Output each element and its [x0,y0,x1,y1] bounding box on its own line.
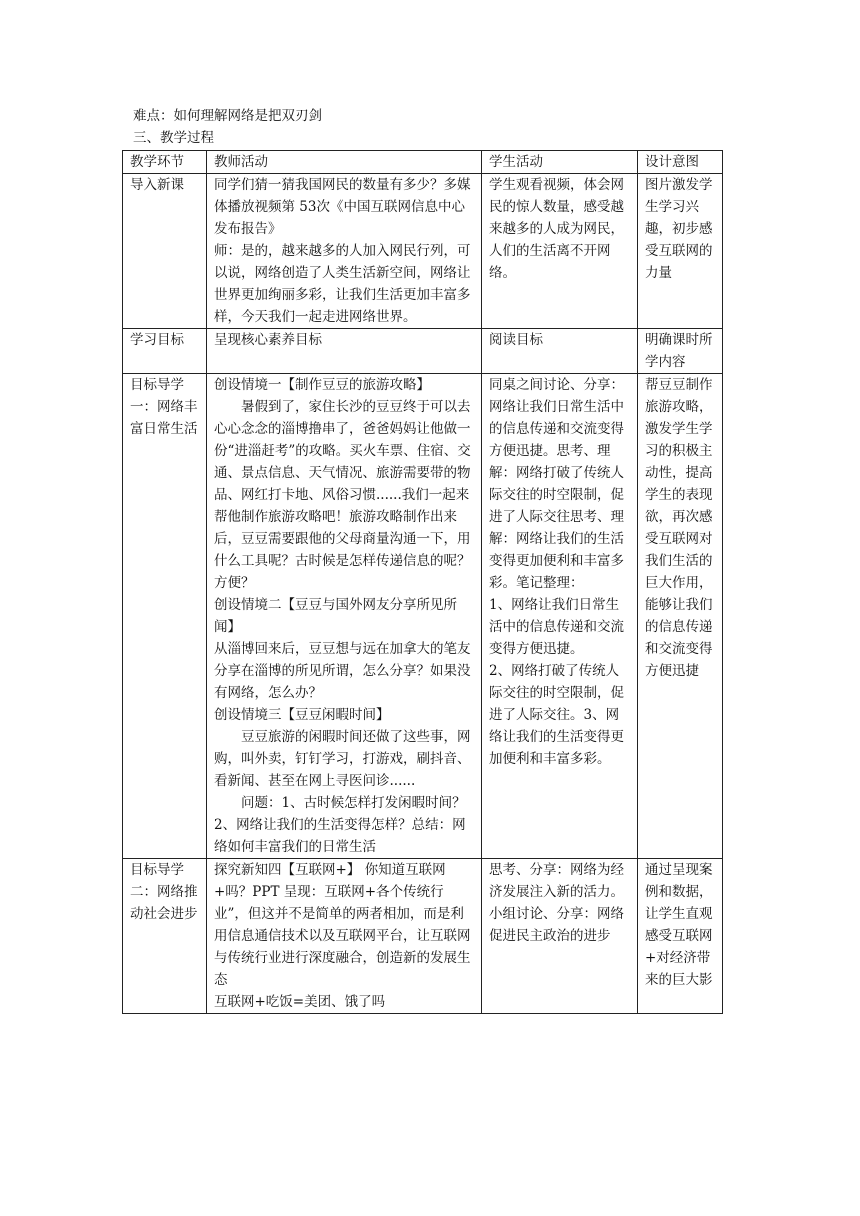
teacher-paragraph: 师：是的，越来越多的人加入网民行列，可以说，网络创造了人类生活新空间，网络让世界更加绚丽多彩，让我们生活更加丰富多样，今天我们一起走进网络世界。 [214,243,471,325]
student-paragraph: 1、网络让我们日常生活中的信息传递和交流变得方便迅捷。 [489,597,624,657]
teacher-cell [207,174,482,329]
header-cell-intent: 设计意图 [638,151,723,174]
student-cell: 阅读目标 [482,329,638,374]
intent-cell: 帮豆豆制作旅游攻略，激发学生学习的积极主动性，提高学生的表现欲，再次感受互联网对我们生活的巨大作用，能够让我们的信息传递和交流变得方便迅捷 [638,374,723,859]
scenario-title: 创设情境二【豆豆与国外网友分享所见所闻】 [214,597,457,635]
teaching-process-table [122,150,723,1014]
difficulty-line: 难点：如何理解网络是把双刃剑 [133,108,322,124]
student-cell: 思考、分享：网络为经济发展注入新的活力。小组讨论、分享：网络促进民主政治的进步 [482,859,638,1014]
teacher-cell [207,374,482,859]
table-header-row [123,151,723,174]
stage-cell: 学习目标 [123,329,207,374]
table-row [123,859,723,1014]
table-row [123,174,723,329]
intent-cell: 通过呈现案例和数据，让学生直观感受互联网+对经济带来的巨大影 [638,859,723,1014]
teacher-paragraph: 暑假到了，家住长沙的豆豆终于可以去心心念念的淄博撸串了，爸爸妈妈让他做一份“进淄赶考”的攻略。买火车票、住宿、交通、景点信息、天气情况、旅游需要带的物品、网红打卡地、风俗习惯......我们一起来帮他制作旅游攻略吧！旅游攻略制作出来后，豆豆需要跟他的父母商量沟通一下，用什么工具呢？古时候是怎样传递信息的呢？方便？ [214,399,471,591]
teacher-paragraph: 互联网+吃饭=美团、饿了吗 [214,994,386,1010]
teacher-paragraph: 豆豆旅游的闲暇时间还做了这些事，网购，叫外卖，钉钉学习，打游戏，刷抖音、看新闻、甚至在网上寻医问诊...... [214,729,471,789]
stage-cell: 目标导学一：网络丰富日常生活 [123,374,207,859]
header-cell-stage: 教学环节 [123,151,207,174]
intent-cell: 图片激发学生学习兴趣，初步感受互联网的力量 [638,174,723,329]
student-cell [482,374,638,859]
table-row [123,374,723,859]
teacher-paragraph: 同学们猜一猜我国网民的数量有多少？多媒体播放视频第 53次《中国互联网信息中心发布报告》 [214,177,471,237]
scenario-title: 创设情境三【豆豆闲暇时间】 [214,707,390,723]
section-heading: 三、教学过程 [133,130,214,146]
student-paragraph: 2、网络打破了传统人际交往的时空限制，促进了人际交往。3、网络让我们的生活变得更加便利和丰富多彩。 [489,663,624,767]
teacher-cell: 呈现核心素养目标 [207,329,482,374]
header-cell-teacher: 教师活动 [207,151,482,174]
stage-cell: 导入新课 [123,174,207,329]
scenario-title: 创设情境一【制作豆豆的旅游攻略】 [214,377,430,393]
student-paragraph: 同桌之间讨论、分享：网络让我们日常生活中的信息传递和交流变得方便迅捷。思考、理解：网络打破了传统人际交往的时空限制，促进了人际交往思考、理解：网络让我们的生活变得更加便利和丰富多彩。笔记整理： [489,377,624,591]
teacher-paragraph: 从淄博回来后，豆豆想与远在加拿大的笔友分享在淄博的所见所谓，怎么分享？如果没有网络，怎么办？ [214,641,471,701]
teacher-paragraph: 探究新知四【互联网+】 你知道互联网+吗？PPT 呈现：互联网+各个传统行业”，但这并不是简单的两者相加，而是利用信息通信技术以及互联网平台，让互联网与传统行业进行深度融合，创造新的发展生态 [214,862,471,988]
header-cell-student: 学生活动 [482,151,638,174]
stage-cell: 目标导学二：网络推动社会进步 [123,859,207,1014]
teacher-cell [207,859,482,1014]
intent-cell: 明确课时所学内容 [638,329,723,374]
student-cell: 学生观看视频，体会网民的惊人数量，感受越来越多的人成为网民，人们的生活离不开网络。 [482,174,638,329]
teacher-paragraph: 问题：1、古时候怎样打发闲暇时间？2、网络让我们的生活变得怎样？总结：网络如何丰富我们的日常生活 [214,795,466,855]
table-row [123,329,723,374]
